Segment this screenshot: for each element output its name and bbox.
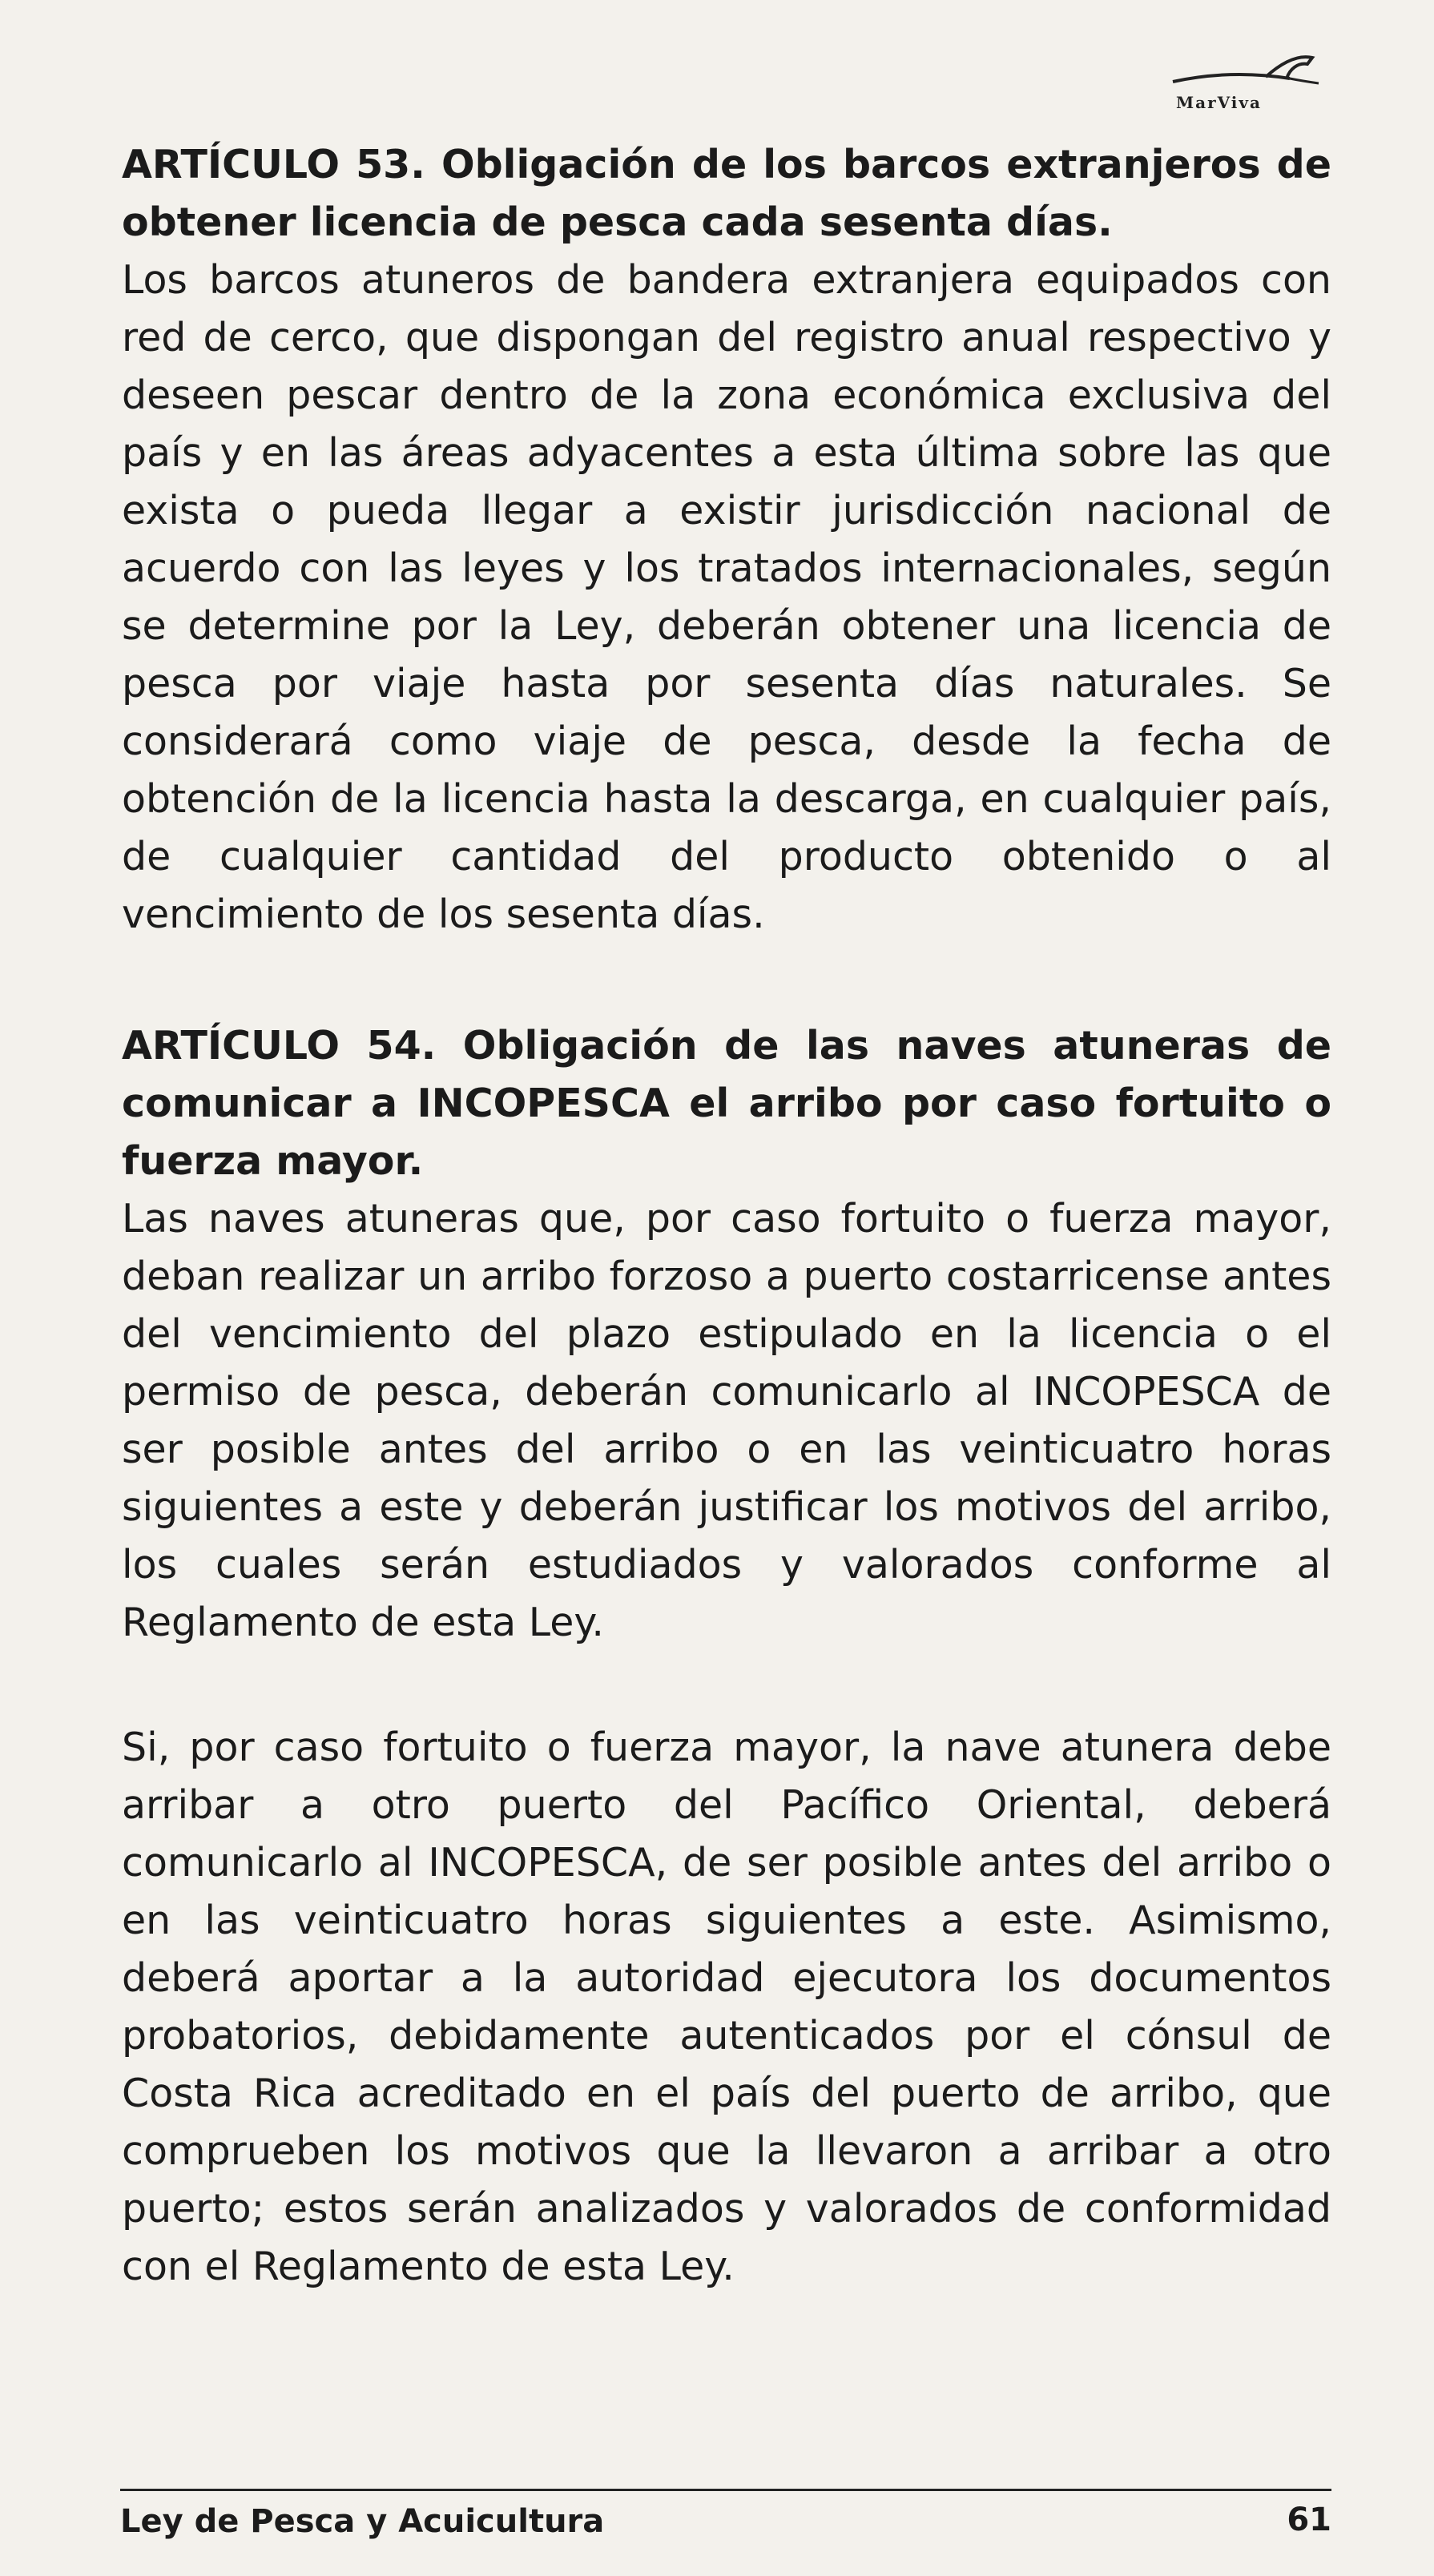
marviva-logo — [1170, 46, 1322, 119]
page-number: 61 — [1287, 2502, 1331, 2538]
wave-logo-icon — [1170, 46, 1322, 95]
footer-divider — [120, 2489, 1331, 2491]
article-53-paragraph: Los barcos atuneros de bandera extranjera equipados con red de cerco, que dispongan del registro anual respectivo y deseen pescar dentro de la zona económica exclusiva del país y en las áreas adyacentes a esta última sobre las que exista o pueda llegar a existir jurisdicción nacional de acuerdo con las leyes y los tratados internacionales, según se determine por la Ley, deberán obtener una licencia de pesca por viaje hasta por sesenta días naturales. Se considerará como viaje de pesca, desde la fecha de obtención de la licencia hasta la descarga, en cualquier país, de cualquier cantidad del producto obtenido o al vencimiento de los sesenta días. — [122, 257, 1331, 937]
article-53-heading: ARTÍCULO 53. Obligación de los barcos extranjeros de obtener licencia de pesca cada sesenta días. — [122, 142, 1331, 245]
footer-book-title: Ley de Pesca y Acuicultura — [120, 2503, 605, 2540]
article-54-paragraph-1: Las naves atuneras que, por caso fortuito o fuerza mayor, deban realizar un arribo forzoso a puerto costarricense antes del vencimiento del plazo estipulado en la licencia o el permiso de pesca, deberán comunicarlo al INCOPESCA de ser posible antes del arribo o en las veinticuatro horas siguientes a este y deberán justificar los motivos del arribo, los cuales serán estudiados y valorados conforme al Reglamento de esta Ley. — [122, 1196, 1331, 1645]
article-54-paragraph-2: Si, por caso fortuito o fuerza mayor, la nave atunera debe arribar a otro puerto del Pacífico Oriental, deberá comunicarlo al INCOPESCA, de ser posible antes del arribo o en las veinticuatro horas siguientes a este. Asimismo, deberá aportar a la autoridad ejecutora los documentos probatorios, debidamente autenticados por el cónsul de Costa Rica acreditado en el país del puerto de arribo, que comprueben los motivos que la llevaron a arribar a otro puerto; estos serán analizados y valorados de conformidad con el Reglamento de esta Ley. — [122, 1725, 1331, 2289]
logo-text: MarViva — [1176, 93, 1262, 112]
article-54-heading: ARTÍCULO 54. Obligación de las naves atuneras de comunicar a INCOPESCA el arribo por caso fortuito o fuerza mayor. — [122, 1023, 1331, 1184]
